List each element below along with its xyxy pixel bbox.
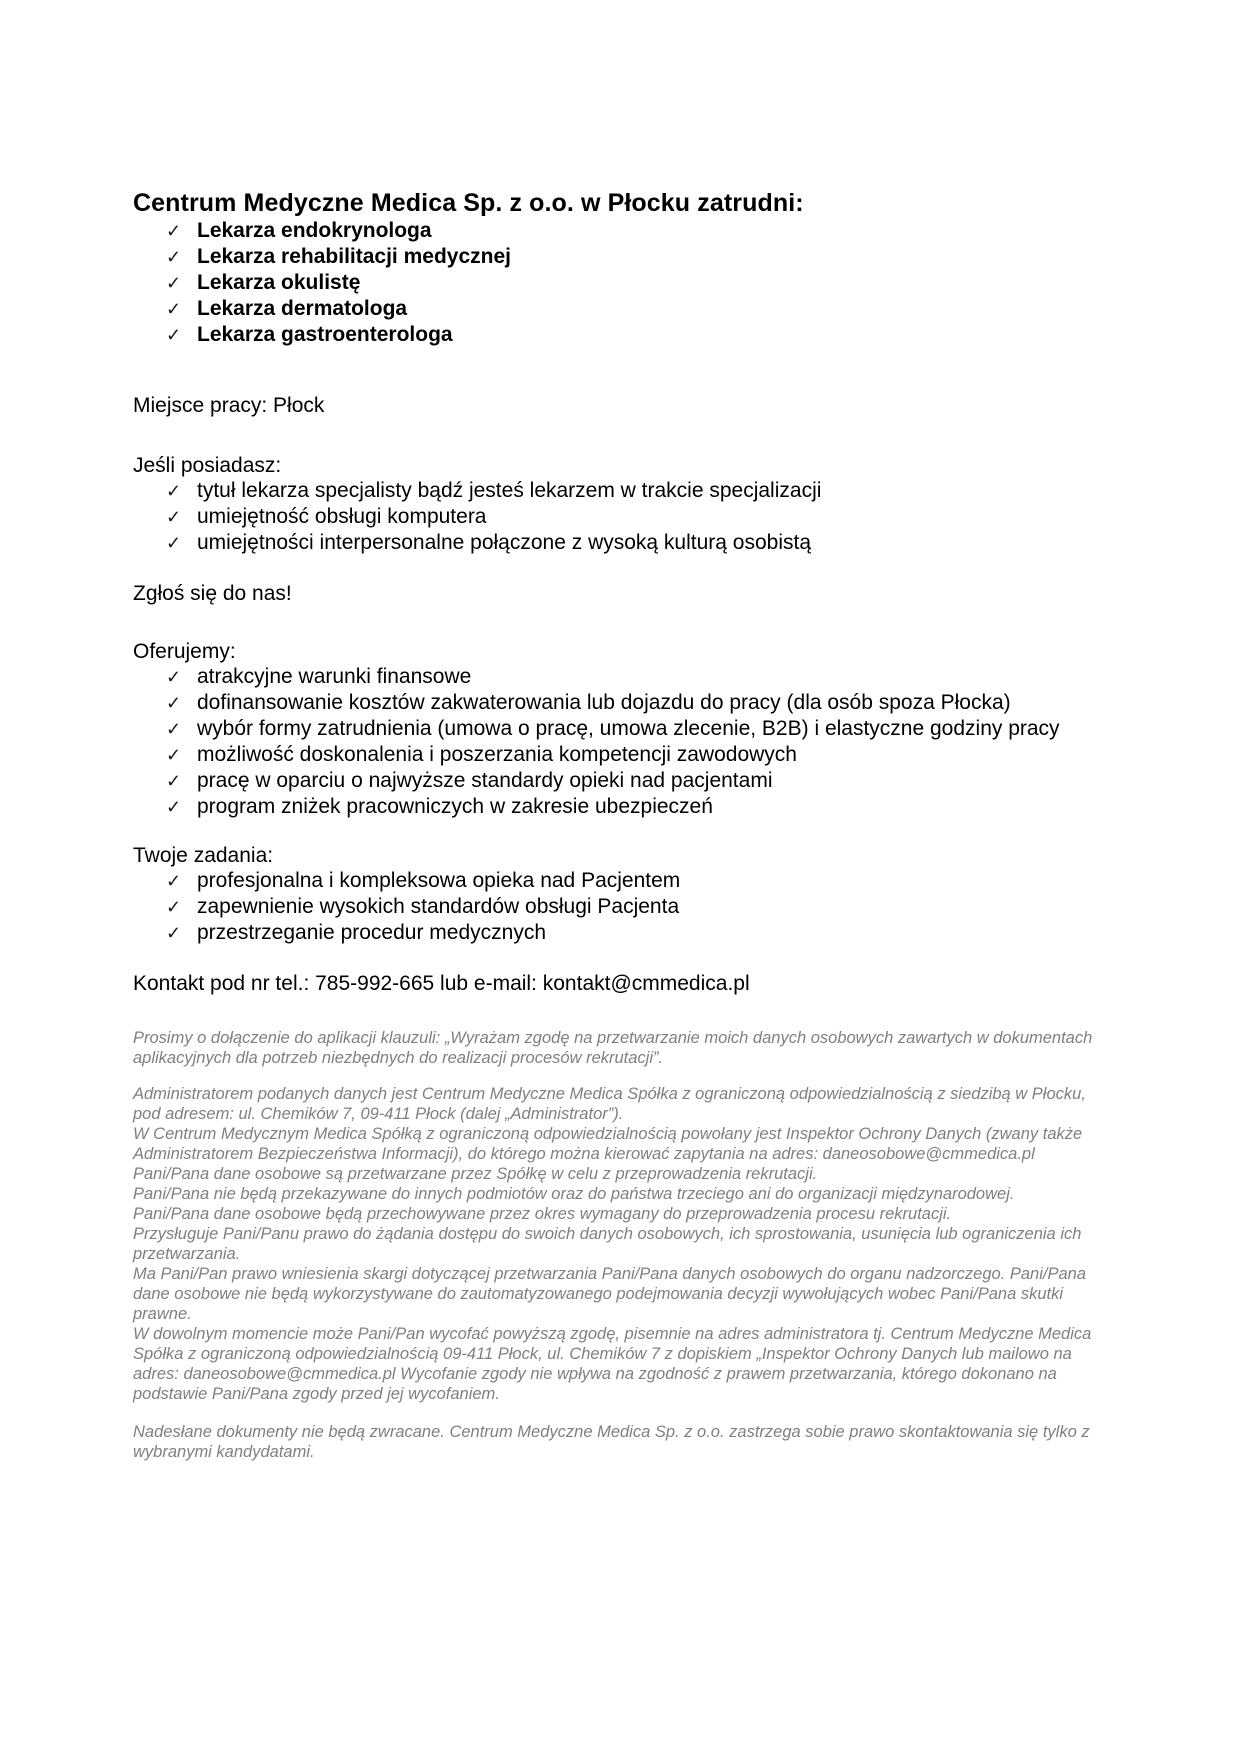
closing-note: Nadesłane dokumenty nie będą zwracane. Centrum Medyczne Medica Sp. z o.o. zastrzega sobie prawo skontaktowania się tylko z wybranymi kandydatami. (133, 1423, 1090, 1461)
check-icon: ✓ (166, 897, 182, 917)
page-title: Centrum Medyczne Medica Sp. z o.o. w Płocku zatrudni: (133, 189, 804, 217)
list-item (166, 270, 1112, 296)
check-icon: ✓ (166, 325, 182, 345)
check-icon: ✓ (166, 745, 182, 765)
check-icon: ✓ (166, 533, 182, 553)
legal-section (133, 1028, 1112, 1462)
legal-line: Pani/Pana nie będą przekazywane do innych podmiotów oraz do państwa trzeciego ani do organizacji międzynarodowej. (133, 1185, 1015, 1203)
requirements-list (133, 478, 1112, 556)
call-to-action: Zgłoś się do nas! (133, 582, 292, 605)
check-icon: ✓ (166, 771, 182, 791)
check-icon: ✓ (166, 299, 182, 319)
list-item-label: Lekarza endokrynologa (197, 219, 432, 242)
list-item (166, 716, 1112, 742)
list-item (166, 664, 1112, 690)
list-item-label: umiejętności interpersonalne połączone z wysoką kulturą osobistą (197, 531, 812, 554)
legal-line: Pani/Pana dane osobowe będą przechowywane przez okres wymagany do przeprowadzenia procesu rekrutacji. (133, 1205, 952, 1223)
check-icon: ✓ (166, 221, 182, 241)
list-item-label: tytuł lekarza specjalisty bądź jesteś lekarzem w trakcie specjalizacji (197, 479, 822, 502)
positions-list (133, 218, 1112, 348)
list-item-label: wybór formy zatrudnienia (umowa o pracę, umowa zlecenie, B2B) i elastyczne godziny pracy (197, 717, 1060, 740)
contact-line: Kontakt pod nr tel.: 785-992-665 lub e-mail: kontakt@cmmedica.pl (133, 972, 750, 995)
offer-list (133, 664, 1112, 820)
list-item-label: możliwość doskonalenia i poszerzania kompetencji zawodowych (197, 743, 797, 766)
work-location: Miejsce pracy: Płock (133, 394, 325, 417)
list-item (166, 478, 1112, 504)
list-item (166, 768, 1112, 794)
list-item-label: pracę w oparciu o najwyższe standardy opieki nad pacjentami (197, 769, 773, 792)
list-item (166, 218, 1112, 244)
list-item (166, 868, 1112, 894)
check-icon: ✓ (166, 871, 182, 891)
list-item-label: zapewnienie wysokich standardów obsługi Pacjenta (197, 895, 680, 918)
list-item (166, 920, 1112, 946)
legal-line: W Centrum Medycznym Medica Spółką z ograniczoną odpowiedzialnością powołany jest Inspektor Ochrony Danych (zwany także Administratorem Bezpieczeństwa Informacji), do którego można kierować zapytania na adres: daneosobowe@cmmedica.pl (133, 1125, 1083, 1163)
list-item-label: umiejętność obsługi komputera (197, 505, 487, 528)
check-icon: ✓ (166, 273, 182, 293)
list-item (166, 296, 1112, 322)
check-icon: ✓ (166, 693, 182, 713)
check-icon: ✓ (166, 507, 182, 527)
list-item (166, 894, 1112, 920)
list-item (166, 794, 1112, 820)
list-item-label: dofinansowanie kosztów zakwaterowania lub dojazdu do pracy (dla osób spoza Płocka) (197, 691, 1011, 714)
check-icon: ✓ (166, 719, 182, 739)
list-item-label: Lekarza dermatologa (197, 297, 408, 320)
list-item (166, 244, 1112, 270)
legal-line: Ma Pani/Pan prawo wniesienia skargi dotyczącej przetwarzania Pani/Pana danych osobowych do organu nadzorczego. Pani/Pana dane osobowe nie będą wykorzystywane do zautomatyzowanego podejmowania decyzji wywołujących wobec Pani/Pana skutki prawne. (133, 1265, 1086, 1323)
list-item-label: atrakcyjne warunki finansowe (197, 665, 472, 688)
offer-intro: Oferujemy: (133, 640, 236, 663)
list-item (166, 742, 1112, 768)
list-item-label: przestrzeganie procedur medycznych (197, 921, 547, 944)
check-icon: ✓ (166, 797, 182, 817)
legal-line: W dowolnym momencie może Pani/Pan wycofać powyższą zgodę, pisemnie na adres administratora tj. Centrum Medyczne Medica Spółka z ograniczoną odpowiedzialnością 09-411 Płock, ul. Chemików 7 z dopiskiem „Inspektor Ochrony Danych lub mailowo na adres: daneosobowe@cmmedica.pl Wycofanie zgody nie wpływa na zgodność z prawem przetwarzania, którego dokonano na podstawie Pani/Pana zgody przed jej wycofaniem. (133, 1325, 1092, 1403)
legal-line: Przysługuje Pani/Panu prawo do żądania dostępu do swoich danych osobowych, ich sprostowania, usunięcia lub ograniczenia ich przetwarzania. (133, 1225, 1082, 1263)
check-icon: ✓ (166, 247, 182, 267)
legal-line: Administratorem podanych danych jest Centrum Medyczne Medica Spółka z ograniczoną odpowiedzialnością z siedzibą w Płocku, pod adresem: ul. Chemików 7, 09-411 Płock (dalej „Administrator”). (133, 1085, 1086, 1123)
list-item-label: Lekarza gastroenterologa (197, 323, 453, 346)
list-item (166, 504, 1112, 530)
list-item (166, 530, 1112, 556)
check-icon: ✓ (166, 923, 182, 943)
tasks-intro: Twoje zadania: (133, 844, 274, 867)
check-icon: ✓ (166, 667, 182, 687)
check-icon: ✓ (166, 481, 182, 501)
list-item (166, 322, 1112, 348)
requirements-intro: Jeśli posiadasz: (133, 454, 282, 477)
tasks-list (133, 868, 1112, 946)
data-administrator-info (133, 1084, 1112, 1404)
consent-clause: Prosimy o dołączenie do aplikacji klauzuli: „Wyrażam zgodę na przetwarzanie moich danych osobowych zawartych w dokumentach aplikacyjnych dla potrzeb niezbędnych do realizacji procesów rekrutacji”. (133, 1029, 1093, 1067)
list-item-label: program zniżek pracowniczych w zakresie ubezpieczeń (197, 795, 713, 818)
list-item-label: profesjonalna i kompleksowa opieka nad Pacjentem (197, 869, 681, 892)
list-item-label: Lekarza okulistę (197, 271, 361, 294)
list-item (166, 690, 1112, 716)
list-item-label: Lekarza rehabilitacji medycznej (197, 245, 511, 268)
legal-line: Pani/Pana dane osobowe są przetwarzane przez Spółkę w celu z przeprowadzenia rekrutacji. (133, 1165, 818, 1183)
